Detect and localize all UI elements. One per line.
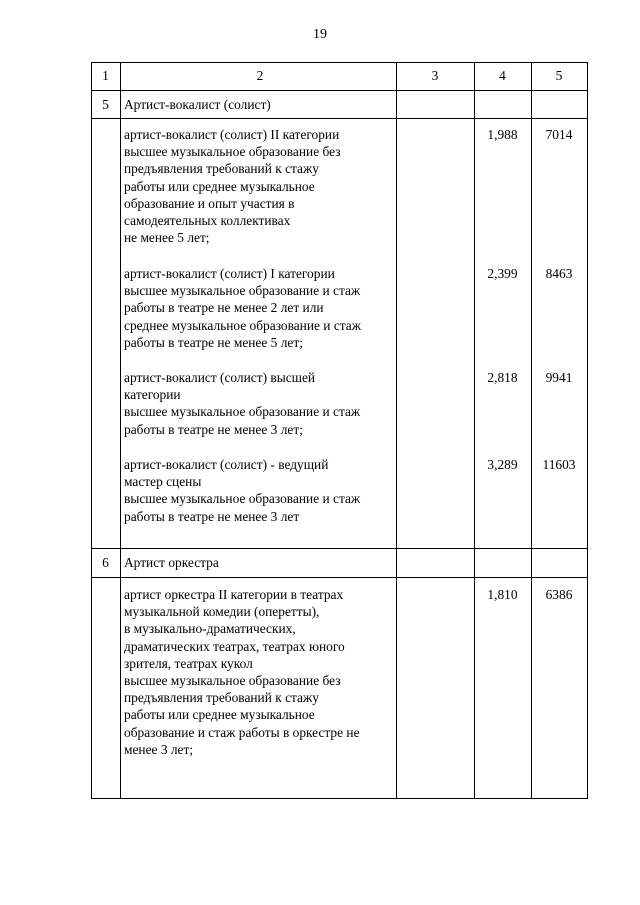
position-description: артист-вокалист (солист) I категории высшее музыкальное образование и стаж работы в театре не менее 2 лет или среднее музыкальное образование и стаж работы в театре не менее 5 лет;: [124, 266, 361, 350]
section-number: 5: [102, 97, 109, 112]
salary-value: 9941: [545, 370, 573, 385]
position-description: артист оркестра II категории в театрах музыкальной комедии (оперетты), в музыкально-драматических, драматических театрах, театрах юного зрителя, театрах кукол высшее музыкальное образование без предъявления требований к стажу работы или среднее музыкальное образование и стаж работы в оркестре не менее 3 лет;: [124, 587, 360, 757]
table-border: [91, 118, 587, 119]
table-border: [120, 62, 121, 799]
position-description: артист-вокалист (солист) высшей категории высшее музыкальное образование и стаж работы в театре не менее 3 лет;: [124, 370, 361, 437]
salary-value: 11603: [542, 457, 576, 472]
coefficient-value: 2,818: [487, 370, 518, 385]
header-cell-1: 1: [102, 68, 109, 83]
table-border: [474, 62, 475, 799]
coefficient-value: 1,810: [487, 587, 518, 602]
table-border: [91, 62, 92, 799]
table-border: [396, 62, 397, 799]
header-cell-2: 2: [256, 68, 264, 83]
table-border: [91, 548, 587, 549]
position-description: артист-вокалист (солист) - ведущий мастер сцены высшее музыкальное образование и стаж работы в театре не менее 3 лет: [124, 457, 361, 524]
coefficient-value: 1,988: [487, 127, 518, 142]
table-border: [91, 577, 587, 578]
table-border: [91, 798, 587, 799]
page-number: 19: [313, 27, 327, 42]
coefficient-value: 3,289: [487, 457, 518, 472]
salary-value: 6386: [545, 587, 573, 602]
table-border: [587, 62, 588, 799]
position-description: артист-вокалист (солист) II категории высшее музыкальное образование без предъявления требований к стажу работы или среднее музыкальное образование и опыт участия в самодеятельных коллективах не менее 5 лет;: [124, 127, 341, 246]
salary-value: 8463: [545, 266, 573, 281]
table-border: [91, 62, 587, 63]
section-number: 6: [102, 555, 109, 570]
section-title: Артист-вокалист (солист): [124, 97, 271, 112]
table-border: [91, 90, 587, 91]
table-border: [531, 62, 532, 799]
header-cell-3: 3: [431, 68, 439, 83]
section-title: Артист оркестра: [124, 555, 219, 570]
header-cell-4: 4: [499, 68, 506, 83]
coefficient-value: 2,399: [487, 266, 518, 281]
salary-value: 7014: [545, 127, 573, 142]
header-cell-5: 5: [555, 68, 563, 83]
